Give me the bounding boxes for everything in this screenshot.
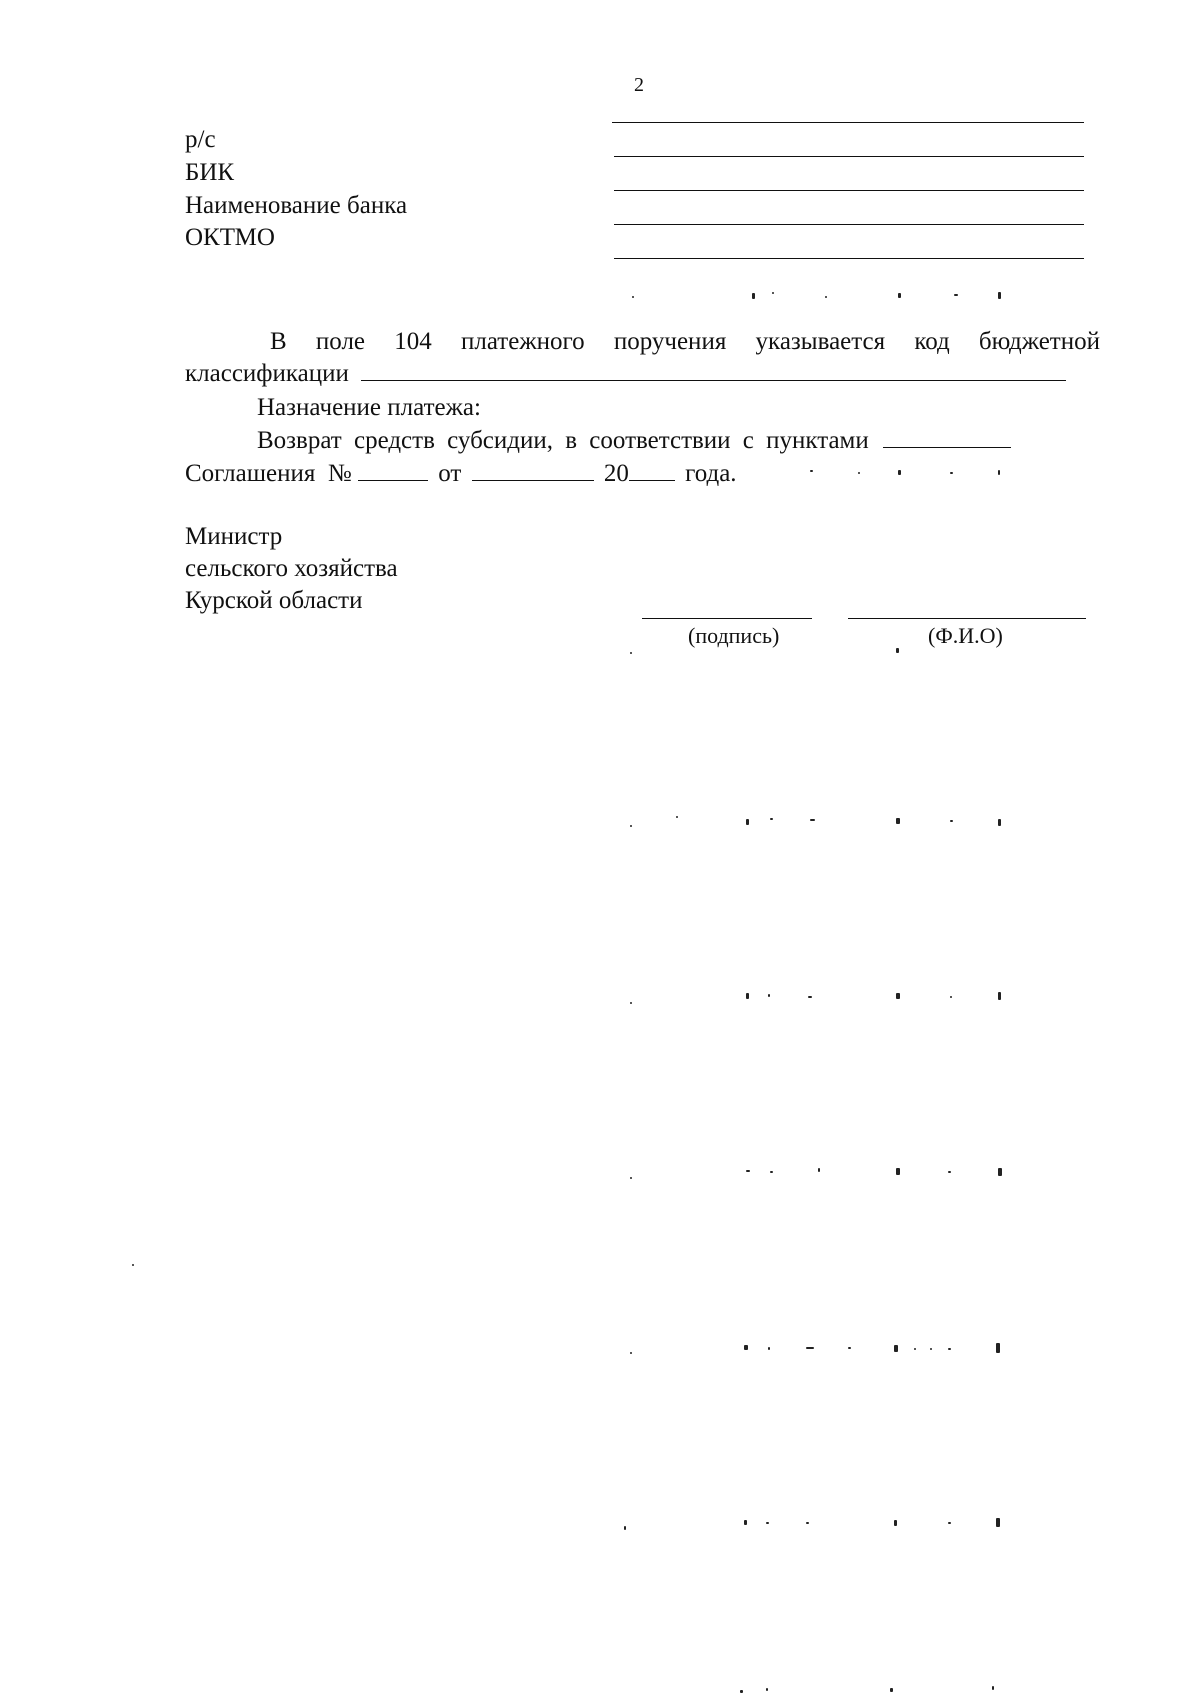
points-blank [883,425,1011,448]
scan-speck [950,996,952,998]
bank-name-label: Наименование банка [185,192,408,219]
scan-speck [948,1348,951,1350]
blank-line-top [612,122,1084,123]
scan-speck [630,825,632,827]
page-number: 2 [634,74,644,96]
scan-speck [766,1522,769,1524]
scan-speck [806,1522,809,1524]
scan-speck [770,818,773,820]
scan-speck [992,1686,994,1690]
scan-speck [808,996,812,998]
year-blank [629,458,675,481]
scan-speck [896,648,899,653]
scan-speck [810,470,813,472]
scan-speck [948,1171,951,1173]
field104-line2-text: классификации [185,360,349,387]
return-line-text: Возврат средств субсидии, в соответствии с пунктами [257,427,869,454]
scan-speck [630,1002,632,1004]
scan-speck [858,472,860,474]
scan-speck [996,1518,1000,1527]
scan-speck [996,1343,1000,1353]
purpose-label: Назначение платежа: [257,394,481,421]
scan-speck [624,1526,626,1530]
account-blank-line [614,156,1084,157]
signatory-region: Курской области [185,587,363,614]
agreement-word: Соглашения [185,460,316,487]
scan-speck [998,1168,1002,1176]
scan-speck [998,470,1000,475]
budget-code-blank [361,358,1066,381]
return-line [257,425,1011,457]
scan-speck [768,994,770,997]
agreement-date-blank [472,458,594,481]
year-word: года. [685,460,737,487]
scan-speck [768,1347,770,1350]
scan-speck [894,1345,898,1352]
scan-speck [744,1345,748,1350]
scan-speck [898,293,901,298]
scan-speck [998,292,1001,299]
scan-speck [770,1171,773,1173]
scan-speck [894,1520,897,1526]
scan-speck [954,294,958,296]
name-caption: (Ф.И.О) [928,623,1003,648]
scan-speck [676,816,678,818]
from-word: от [438,460,462,487]
oktmo-blank-line [614,258,1084,259]
scan-speck [896,1168,900,1175]
name-line [848,618,1086,619]
scan-speck [632,296,634,298]
bik-label: БИК [185,159,235,186]
scan-speck [948,1522,951,1524]
signature-caption: (подпись) [688,623,780,648]
scan-speck [998,819,1001,826]
agreement-line [185,458,737,490]
scan-speck [818,1168,820,1172]
signature-line [642,618,812,619]
scan-speck [630,1352,632,1354]
scan-speck [890,1688,893,1692]
oktmo-label: ОКТМО [185,224,275,251]
agreement-number-blank [358,458,428,481]
signatory-ministry: сельского хозяйства [185,555,398,582]
scan-speck [746,819,749,825]
scan-speck [746,1170,750,1172]
scan-speck [772,292,774,294]
scan-speck [914,1348,916,1350]
scan-speck [806,1347,814,1349]
scan-speck [744,1520,747,1525]
scan-speck [766,1688,768,1691]
scan-speck [746,993,749,999]
bank-name-blank-line [614,224,1084,225]
scan-speck [896,818,900,824]
scan-speck [825,296,827,298]
bik-blank-line [614,190,1084,191]
number-sign: № [327,460,352,487]
account-label: р/с [185,126,216,153]
signatory-title: Министр [185,523,283,550]
field104-line2 [185,358,1066,390]
scan-speck [740,1690,743,1693]
scan-speck [810,819,815,821]
year-prefix: 20 [603,460,629,487]
scan-speck [950,820,953,822]
scan-speck [950,472,953,474]
scan-speck [848,1347,851,1349]
scan-speck [896,993,900,999]
scan-speck [630,652,632,654]
scan-speck [630,1177,632,1179]
scan-speck [752,293,755,299]
scan-speck [930,1348,932,1350]
scan-speck [998,992,1001,1000]
scan-speck [898,470,901,475]
field104-line1: В поле 104 платежного поручения указывается код бюджетной [270,328,1100,355]
scan-speck [132,1264,134,1266]
